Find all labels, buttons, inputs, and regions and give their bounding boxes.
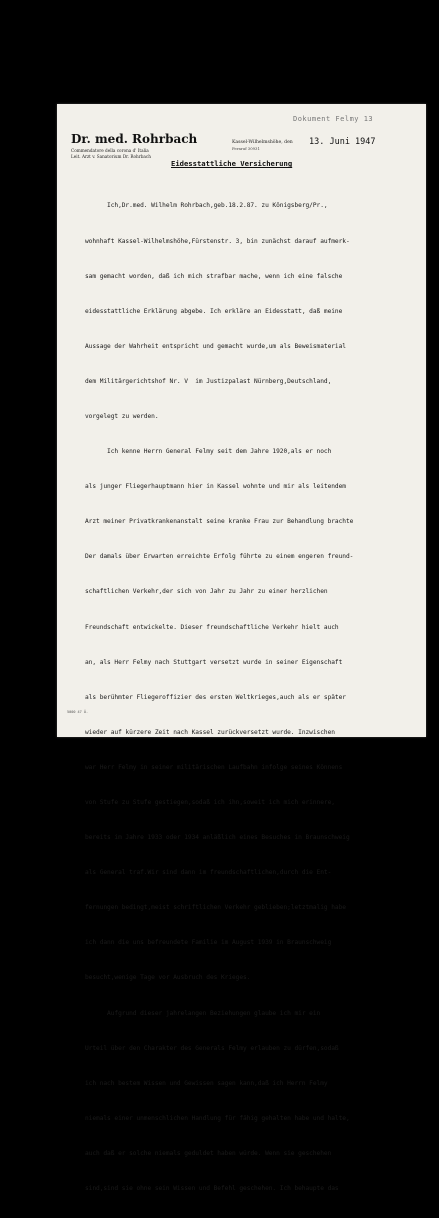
text-line: Aufgrund dieser jahrelangen Beziehungen glaube ich mir ein [85, 1009, 321, 1017]
phone-text: Fernruf 30931 [232, 146, 260, 151]
letterhead-subtitle-2: Leit. Arzt v. Sanatorium Dr. Rohrbach [71, 154, 151, 159]
letterhead-place [232, 140, 293, 152]
text-line: Urteil über den Charakter des Generals Felmy erlauben zu dürfen,sodaß [85, 1044, 339, 1052]
text-line: an, als Herr Felmy nach Stuttgart versetzt wurde in seiner Eigenschaft [85, 658, 343, 666]
text-line: fernungen bedingt,meist schriftlichen Verkehr geblieben;letztmalig habe [85, 904, 346, 912]
text-line: Ich,Dr.med. Wilhelm Rohrbach,geb.18.2.87. zu Königsberg/Pr., [85, 202, 328, 210]
text-line: als General traf.Wir sind dann im freundschaftlichen,durch die Ent- [85, 869, 332, 877]
text-line: Der damals über Erwarten erreichte Erfolg führte zu einem engeren freund- [85, 553, 354, 561]
letterhead-subtitle-1: Commendatore della corona d' Italia [71, 148, 149, 153]
body-text [85, 177, 421, 1218]
document-title: Eidesstattliche Versicherung [171, 159, 293, 168]
text-line: Arzt meiner Privatkrankenanstalt seine kranke Frau zur Behandlung brachte [85, 518, 354, 526]
text-line: sind,sind sie ohne sein Wissen und Befehl geschehen. Ich behaupte das [85, 1185, 339, 1193]
text-line: Ich kenne Herrn General Felmy seit dem Jahre 1920,als er noch [85, 448, 332, 456]
text-line: schaftlichen Verkehr,der sich von Jahr zu Jahr zu einer herzlichen [85, 588, 328, 596]
text-line: niemals einer unmenschlichen Handlung für fähig gehalten habe und halte, [85, 1114, 350, 1122]
document-reference: Dokument Felmy 13 [293, 115, 374, 123]
text-line: wohnhaft Kassel-Wilhelmshöhe,Fürstenstr. 3, bin zunächst darauf aufmerk- [85, 237, 350, 245]
text-line: Aussage der Wahrheit entspricht und gemacht wurde,um als Beweismaterial [85, 342, 346, 350]
text-line: von Stufe zu Stufe gestiegen,sodaß ich ihn,soweit ich mich erinnere, [85, 799, 335, 806]
text-line: als junger Fliegerhauptmann hier in Kassel wohnte und mir als leitendem [85, 483, 346, 491]
text-line: Freundschaft entwickelte. Dieser freundschaftliche Verkehr hielt auch [85, 623, 339, 631]
document-page [57, 104, 426, 1193]
text-line: sam gemacht worden, daß ich mich strafbar mache, wenn ich eine falsche [85, 272, 343, 280]
print-code: 5000 47 Ö. [67, 710, 89, 714]
text-line: besucht,wenige Tage vor Ausbruch des Krieges. [85, 974, 251, 982]
text-line: eidesstattliche Erklärung abgebe. Ich erkläre an Eidesstatt, daß meine [85, 307, 343, 315]
place-text: Kassel-Wilhelmshöhe, den [232, 140, 293, 145]
text-line: war Herr Felmy in seiner militärischen Laufbahn infolge seines Könnens [85, 763, 343, 771]
text-line: vorgelegt zu werden. [85, 412, 159, 420]
text-line: wieder auf kürzere Zeit nach Kassel zurückversetzt wurde. Inzwischen [85, 728, 335, 736]
text-line: bereits im Jahre 1933 oder 1934 anläßlich eines Besuches in Braunschweig [85, 834, 350, 842]
text-line: auch daß er solche niemals geduldet haben würde. Wenn sie geschehen [85, 1149, 332, 1157]
text-line: ich dann die uns befreundete Familie im August 1939 in Braunschweig [85, 939, 332, 947]
text-line: dem Militärgerichtshof Nr. V im Justizpalast Nürnberg,Deutschland, [85, 377, 332, 385]
text-line: als berühmter Fliegeroffizier des ersten Weltkrieges,auch als er später [85, 693, 346, 701]
letterhead-name: Dr. med. Rohrbach [71, 132, 198, 146]
letter-date: 13. Juni 1947 [309, 137, 376, 147]
text-line: ich nach bestem Wissen und Gewissen sagen kann,daß ich Herrn Felmy [85, 1079, 328, 1087]
